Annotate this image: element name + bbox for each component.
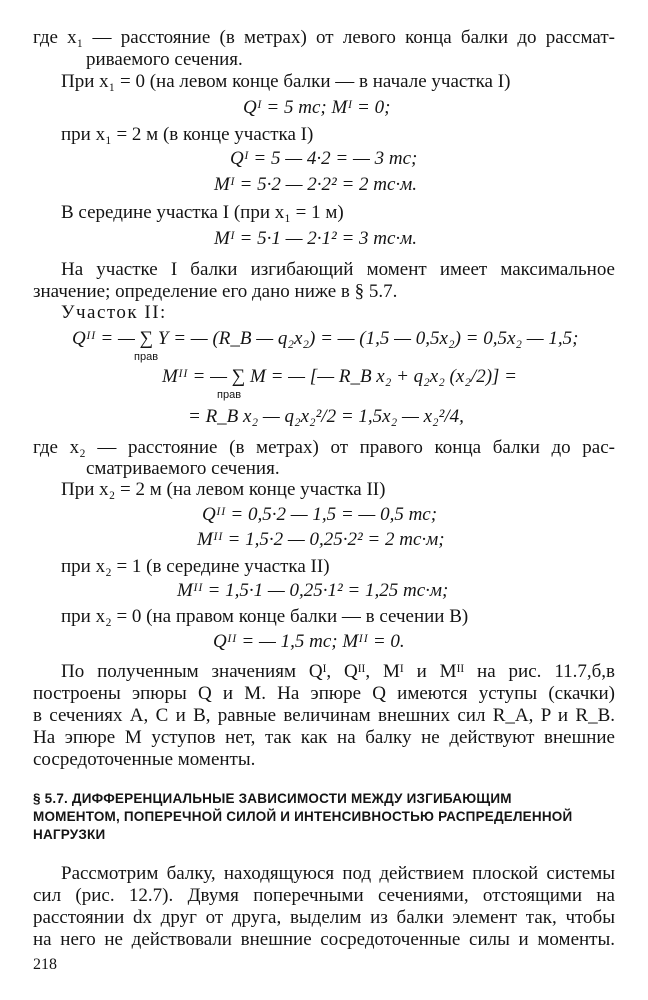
- sum-subscript: прав: [134, 351, 159, 363]
- equation: Mᴵᴵ = 1,5·1 — 0,25·1² = 1,25 тс·м;: [177, 580, 449, 601]
- section-heading: НАГРУЗКИ: [33, 827, 106, 842]
- text-line: сил (рис. 12.7). Двумя поперечными сечениями, отстоящими на: [33, 885, 615, 906]
- text-line: риваемого сечения.: [86, 49, 243, 70]
- text-line: При x₁ = 0 (на левом конце балки — в начале участка I): [61, 71, 511, 92]
- equation: Qᴵᴵ = 0,5·2 — 1,5 = — 0,5 тс;: [202, 504, 438, 525]
- text-line: сматриваемого сечения.: [86, 458, 280, 479]
- text-line: сосредоточенные моменты.: [33, 749, 256, 770]
- sum-subscript: прав: [217, 389, 242, 401]
- equation: Qᴵᴵ = — ∑ Y = — (R_B — q₂x₂) = — (1,5 — 0,5x₂) = 0,5x₂ — 1,5;: [72, 328, 579, 349]
- equation: Mᴵ = 5·1 — 2·1² = 3 тс·м.: [214, 228, 418, 249]
- equation: Qᴵ = 5 — 4·2 = — 3 тс;: [230, 148, 418, 169]
- text-line: в сечениях A, C и B, равные величинам внешних сил R_A, P и R_B.: [33, 705, 615, 726]
- text-line: значение; определение его дано ниже в § 5.7.: [33, 281, 398, 302]
- text-line: При x₂ = 2 м (на левом конце участка II): [61, 479, 386, 500]
- text-line: где x₁ — расстояние (в метрах) от левого конца балки до рассмат-: [33, 27, 615, 48]
- text-line: расстоянии dx друг от друга, выделим из балки элемент так, чтобы: [33, 907, 615, 928]
- text-line: на него не действовали внешние сосредоточенные силы и моменты.: [33, 929, 615, 950]
- equation: = R_B x₂ — q₂x₂²/2 = 1,5x₂ — x₂²/4,: [188, 406, 464, 427]
- text-line: По полученным значениям Qᴵ, Qᴵᴵ, Mᴵ и Mᴵᴵ на рис. 11.7,б,в: [61, 661, 615, 682]
- equation: Qᴵᴵ = — 1,5 тс; Mᴵᴵ = 0.: [213, 631, 405, 652]
- equation: Mᴵᴵ = 1,5·2 — 0,25·2² = 2 тс·м;: [197, 529, 445, 550]
- equation: Mᴵ = 5·2 — 2·2² = 2 тс·м.: [214, 174, 418, 195]
- text-line: На участке I балки изгибающий момент имеет максимальное: [61, 259, 615, 280]
- section-label: Участок II:: [61, 302, 167, 323]
- text-line: при x₂ = 1 (в середине участка II): [61, 556, 330, 577]
- equation: Qᴵ = 5 тс; Mᴵ = 0;: [243, 97, 391, 118]
- text-line: при x₂ = 0 (на правом конце балки — в сечении B): [61, 606, 469, 627]
- section-heading: МОМЕНТОМ, ПОПЕРЕЧНОЙ СИЛОЙ И ИНТЕНСИВНОСТЬЮ РАСПРЕДЕЛЕННОЙ: [33, 809, 573, 824]
- section-heading: § 5.7. ДИФФЕРЕНЦИАЛЬНЫЕ ЗАВИСИМОСТИ МЕЖДУ ИЗГИБАЮЩИМ: [33, 791, 512, 806]
- text-line: где x₂ — расстояние (в метрах) от правого конца балки до рас-: [33, 437, 615, 458]
- page-number: 218: [33, 956, 57, 973]
- text-line: В середине участка I (при x₁ = 1 м): [61, 202, 344, 223]
- text-line: На эпюре M уступов нет, так как на балку не действуют внешние: [33, 727, 615, 748]
- text-line: построены эпюры Q и M. На эпюре Q имеются уступы (скачки): [33, 683, 615, 704]
- equation: Mᴵᴵ = — ∑ M = — [— R_B x₂ + q₂x₂ (x₂/2)] =: [162, 366, 517, 387]
- text-line: при x₁ = 2 м (в конце участка I): [61, 124, 314, 145]
- text-line: Рассмотрим балку, находящуюся под действием плоской системы: [61, 863, 615, 884]
